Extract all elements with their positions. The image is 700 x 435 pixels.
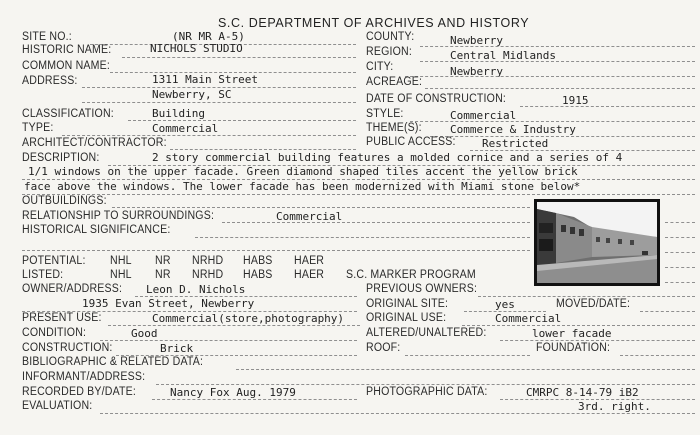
rule	[405, 355, 530, 356]
evaluation-label: EVALUATION:	[22, 400, 93, 412]
listed-haer: HAER	[294, 269, 325, 281]
rule	[82, 102, 356, 103]
altered-label: ALTERED/UNALTERED:	[366, 327, 487, 339]
informant-label: INFORMANT/ADDRESS:	[22, 371, 146, 383]
rule	[520, 106, 695, 107]
card-title: S.C. DEPARTMENT OF ARCHIVES AND HISTORY	[218, 16, 530, 30]
recorded-by-label: RECORDED BY/DATE:	[22, 386, 137, 398]
description-line3: face above the windows. The lower facade has been modernized with Miami stone below*	[24, 180, 581, 193]
construction-value: Brick	[160, 342, 194, 355]
original-use-label: ORIGINAL USE:	[366, 312, 447, 324]
rule	[665, 222, 695, 223]
acreage-label: ACREAGE:	[366, 76, 423, 88]
city-label: CITY:	[366, 61, 394, 73]
region-label: REGION:	[366, 46, 412, 58]
listed-nr: NR	[155, 269, 171, 281]
listed-nhl: NHL	[110, 269, 132, 281]
condition-label: CONDITION:	[22, 327, 87, 339]
description-label: DESCRIPTION:	[22, 152, 100, 164]
type-value: Commercial	[152, 122, 219, 135]
outbuildings-label: OUTBUILDINGS:	[22, 195, 107, 207]
rule	[122, 57, 356, 58]
condition-value: Good	[131, 327, 158, 340]
historical-significance-label: HISTORICAL SIGNIFICANCE:	[22, 224, 171, 236]
rule	[108, 325, 360, 326]
rule	[112, 207, 530, 208]
previous-owners-label: PREVIOUS OWNERS:	[366, 283, 478, 295]
rule	[22, 250, 530, 251]
architect-label: ARCHITECT/CONTRACTOR:	[22, 137, 167, 149]
construction-label: CONSTRUCTION:	[22, 342, 113, 354]
rule	[236, 369, 695, 370]
listed-label: LISTED:	[22, 269, 64, 281]
site-no-label: SITE NO.:	[22, 31, 72, 43]
type-label: TYPE:	[22, 122, 54, 134]
recorded-by-value: Nancy Fox Aug. 1979	[170, 386, 296, 399]
address-label: ADDRESS:	[22, 75, 78, 87]
rule	[152, 399, 357, 400]
altered-value: lower facade	[532, 327, 612, 340]
rule	[665, 237, 695, 238]
potential-haer: HAER	[294, 255, 325, 267]
rule	[420, 61, 695, 62]
rule	[425, 88, 695, 89]
listed-nrhd: NRHD	[192, 269, 224, 281]
potential-label: POTENTIAL:	[22, 255, 86, 267]
bibliographic-label: BIBLIOGRAPHIC & RELATED DATA:	[22, 356, 204, 368]
rule	[478, 296, 695, 297]
rule	[100, 340, 357, 341]
rule	[665, 252, 695, 253]
city-value: Newberry	[450, 65, 503, 78]
potential-nrhd: NRHD	[192, 255, 224, 267]
potential-habs: HABS	[243, 255, 273, 267]
rule	[100, 413, 695, 414]
photo-position-value: 3rd. right.	[578, 400, 651, 413]
classification-label: CLASSIFICATION:	[22, 108, 114, 120]
marker-program-label: S.C. MARKER PROGRAM	[346, 269, 476, 281]
original-site-label: ORIGINAL SITE:	[366, 298, 449, 310]
owner-value: Leon D. Nichols	[146, 283, 246, 296]
historic-name-label: HISTORIC NAME:	[22, 44, 112, 56]
rule	[410, 121, 695, 122]
rule	[640, 311, 695, 312]
rule	[62, 135, 356, 136]
owner-address-value: 1935 Evan Street, Newberry	[82, 297, 255, 310]
rule	[462, 325, 695, 326]
photographic-data-label: PHOTOGRAPHIC DATA:	[366, 386, 488, 398]
style-label: STYLE:	[366, 108, 404, 120]
public-access-label: PUBLIC ACCESS:	[366, 136, 456, 148]
relationship-label: RELATIONSHIP TO SURROUNDINGS:	[22, 210, 215, 222]
relationship-value: Commercial	[276, 210, 343, 223]
rule	[665, 267, 695, 268]
rule	[195, 237, 530, 238]
rule	[22, 194, 695, 195]
site-no-value: (NR MR A-5)	[172, 30, 245, 43]
style-value: Commercial	[450, 109, 517, 122]
rule	[665, 282, 695, 283]
date-of-construction-label: DATE OF CONSTRUCTION:	[366, 93, 507, 105]
potential-nr: NR	[155, 255, 171, 267]
rule	[128, 120, 356, 121]
moved-date-label: MOVED/DATE:	[556, 298, 631, 310]
rule	[170, 149, 356, 150]
common-name-label: COMMON NAME:	[22, 60, 111, 72]
address-line1: 1311 Main Street	[152, 73, 258, 86]
county-label: COUNTY:	[366, 31, 415, 43]
theme-value: Commerce & Industry	[450, 123, 576, 136]
photographic-data-value: CMRPC 8-14-79 iB2	[526, 386, 639, 399]
classification-value: Building	[152, 107, 205, 120]
potential-nhl: NHL	[110, 255, 132, 267]
historic-name-value: NICHOLS STUDIO	[150, 42, 243, 55]
public-access-value: Restricted	[482, 137, 549, 150]
date-of-construction-value: 1915	[562, 94, 589, 107]
rule	[620, 355, 695, 356]
description-line1: 2 story commercial building features a molded cornice and a series of 4	[152, 151, 623, 164]
region-value: Central Midlands	[450, 49, 556, 62]
rule	[500, 340, 695, 341]
original-use-value: Commercial	[495, 312, 562, 325]
rule	[405, 76, 695, 77]
rule	[420, 46, 695, 47]
roof-label: ROOF:	[366, 342, 401, 354]
building-photo	[534, 199, 660, 286]
rule	[222, 222, 530, 223]
original-site-value: yes	[495, 298, 515, 311]
foundation-label: FOUNDATION:	[536, 342, 611, 354]
listed-habs: HABS	[243, 269, 273, 281]
present-use-value: Commercial(store,photography)	[152, 312, 345, 325]
owner-address-label: OWNER/ADDRESS:	[22, 283, 123, 295]
rule	[430, 136, 695, 137]
theme-label: THEME(S):	[366, 122, 422, 134]
county-value: Newberry	[450, 34, 503, 47]
description-line2: 1/1 windows on the upper facade. Green diamond shaped tiles accent the yellow brick	[28, 165, 578, 178]
rule	[156, 384, 695, 385]
present-use-label: PRESENT USE:	[22, 312, 102, 324]
address-line2: Newberry, SC	[152, 88, 232, 101]
